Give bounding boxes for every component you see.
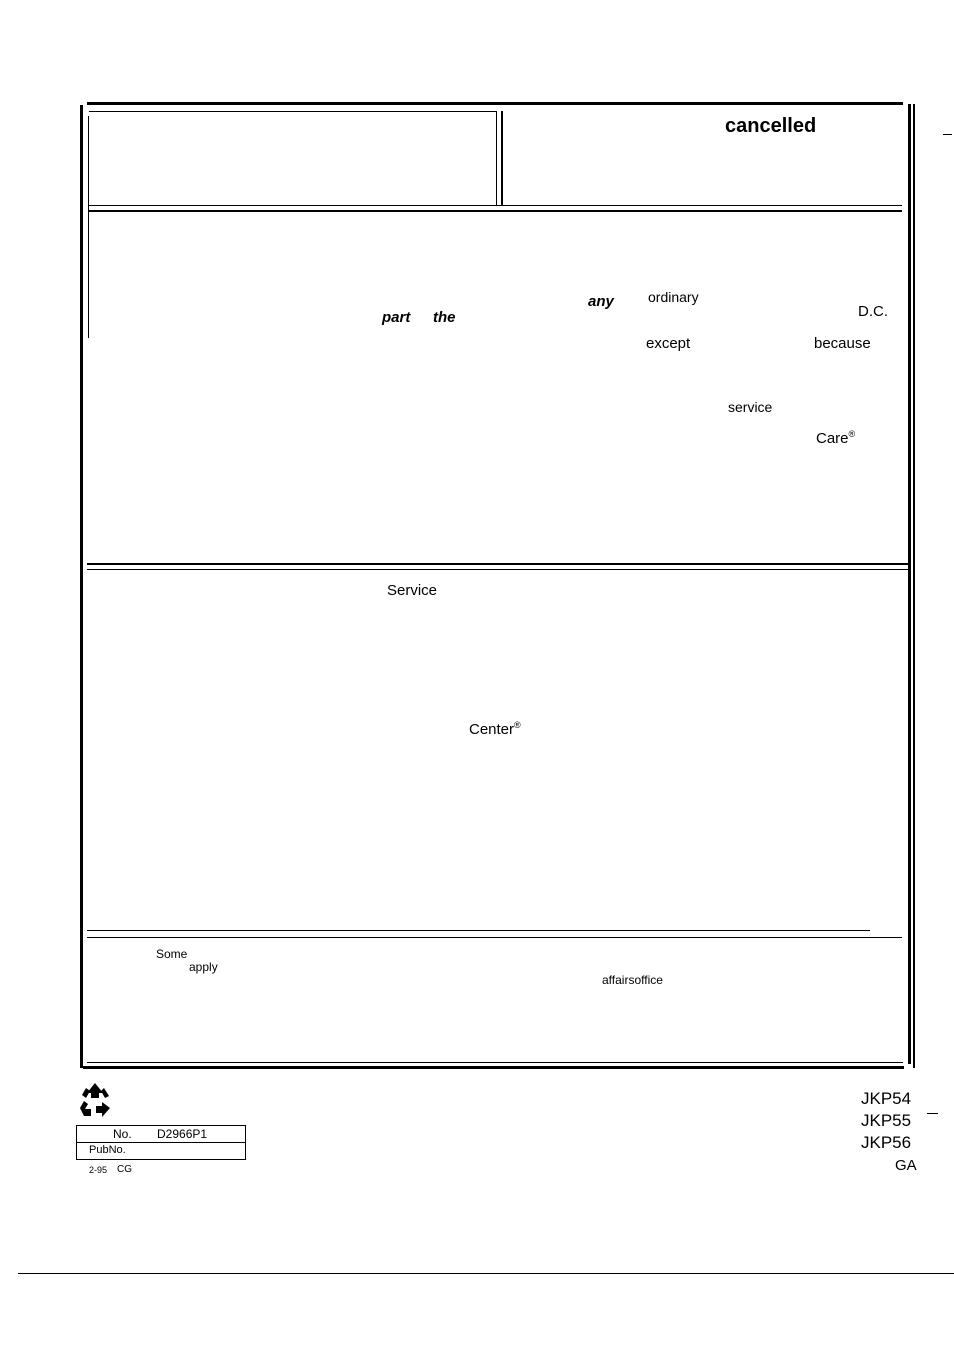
word-care bbox=[816, 431, 855, 446]
word-service-lower: service bbox=[728, 399, 773, 415]
word-affairs-office: affairsoffice bbox=[602, 973, 663, 987]
word-apply: apply bbox=[189, 960, 218, 974]
margin-mark-top bbox=[943, 134, 952, 135]
frame-bottom-line-a bbox=[87, 1062, 903, 1063]
frame-bottom-line-b bbox=[83, 1066, 904, 1069]
frame-left-border bbox=[80, 105, 83, 1068]
word-service: Service bbox=[387, 582, 438, 599]
printer-code: CG bbox=[117, 1164, 132, 1175]
margin-mark-bottom bbox=[927, 1113, 938, 1114]
word-some: Some bbox=[156, 947, 188, 961]
registered-mark-care: ® bbox=[848, 429, 856, 439]
frame-right-border bbox=[908, 104, 911, 1064]
word-any: any bbox=[588, 293, 614, 310]
word-ordinary: ordinary bbox=[648, 289, 699, 305]
word-because: because bbox=[814, 335, 871, 352]
model-jkp55: JKP55 bbox=[861, 1111, 912, 1130]
publication-number-box bbox=[76, 1125, 246, 1160]
date-code: 2-95 bbox=[89, 1165, 108, 1175]
section-divider-lower-a bbox=[87, 930, 870, 931]
section-divider-upper-b bbox=[87, 569, 908, 570]
section-divider-upper-a bbox=[87, 563, 908, 565]
header-vertical-divider-b bbox=[501, 111, 503, 205]
model-jkp56: JKP56 bbox=[861, 1133, 912, 1152]
frame-right-border-outer bbox=[913, 104, 915, 1068]
frame-top-border bbox=[87, 102, 903, 105]
word-except: except bbox=[646, 335, 691, 352]
part-no-label: No. bbox=[113, 1127, 132, 1141]
word-dc: D.C. bbox=[858, 303, 888, 320]
pub-no-label: PubNo. bbox=[89, 1144, 126, 1156]
word-center bbox=[469, 722, 521, 737]
recycle-icon bbox=[76, 1081, 114, 1119]
header-inner-top-line bbox=[89, 111, 496, 112]
page-bottom-rule bbox=[18, 1273, 954, 1274]
word-center-text: Center bbox=[469, 721, 515, 738]
header-vertical-divider-a bbox=[496, 111, 497, 205]
frame-left-inner-border bbox=[88, 116, 89, 338]
word-care-text: Care bbox=[816, 430, 849, 447]
part-no-value: D2966P1 bbox=[157, 1127, 208, 1141]
header-bottom-line-b bbox=[89, 210, 902, 212]
header-cancelled: cancelled bbox=[725, 115, 817, 137]
header-bottom-line-a bbox=[89, 205, 902, 206]
model-jkp54: JKP54 bbox=[861, 1089, 912, 1108]
registered-mark-center: ® bbox=[514, 720, 521, 730]
word-part: part bbox=[382, 309, 411, 326]
publication-box-separator bbox=[77, 1142, 245, 1143]
model-suffix: GA bbox=[895, 1157, 917, 1174]
word-the: the bbox=[433, 309, 456, 326]
section-divider-lower-b bbox=[87, 937, 902, 938]
